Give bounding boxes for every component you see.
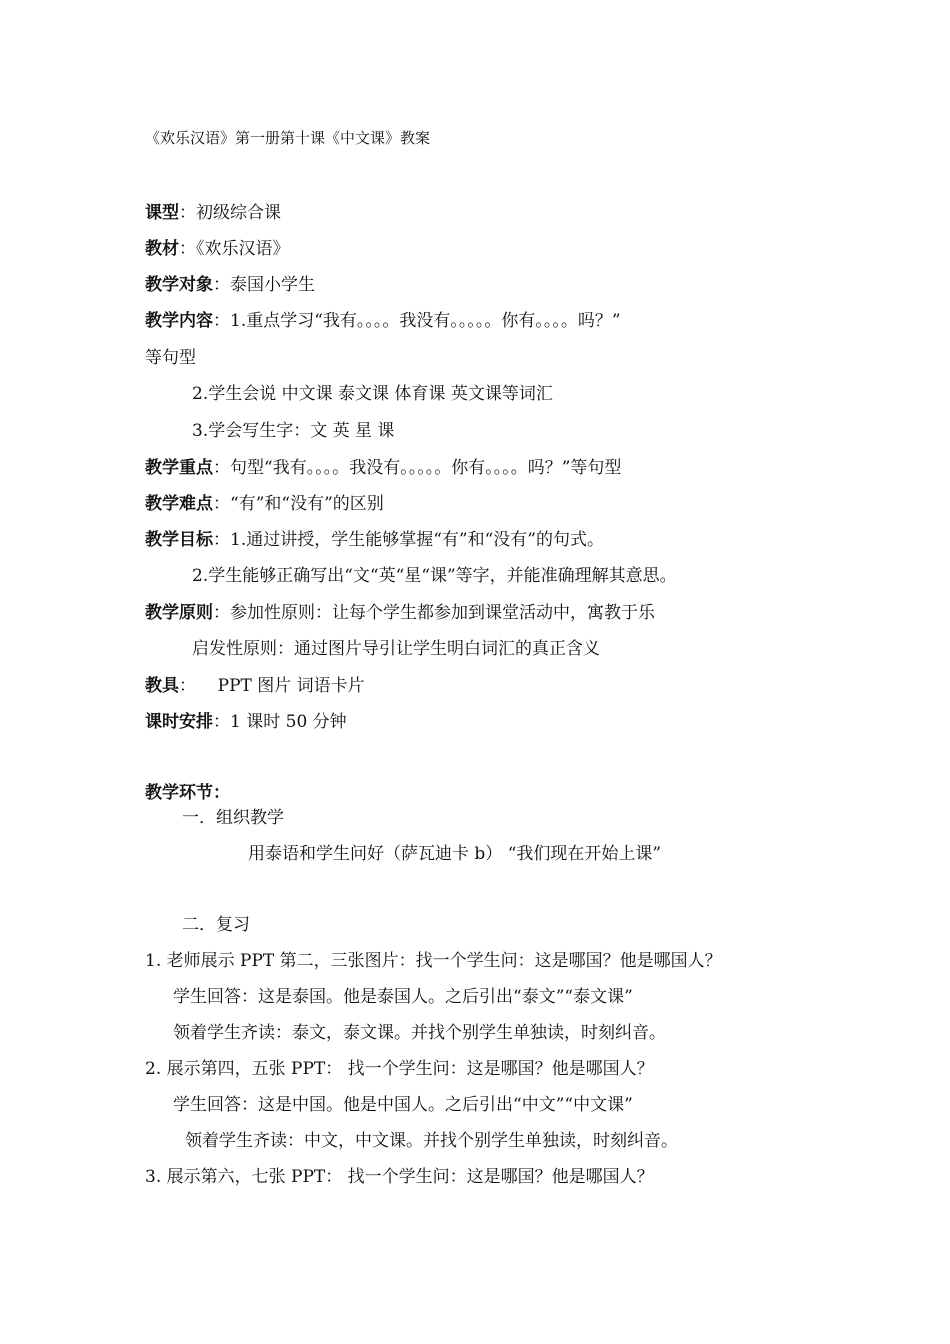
colon: ：: [179, 676, 218, 696]
section-2-paragraph-1-answer: 学生回答：这是泰国。他是泰国人。之后引出“泰文”“泰文课”: [173, 987, 633, 1007]
principles-row: [145, 601, 655, 625]
content-label: 教学内容: [145, 311, 213, 331]
steps-heading: 教学环节：: [145, 783, 230, 803]
colon: ：: [213, 712, 230, 732]
section-2-paragraph-2-answer: 学生回答：这是中国。他是中国人。之后引出“中文”“中文课”: [173, 1095, 633, 1115]
schedule-label: 课时安排: [145, 712, 213, 732]
schedule-row: [145, 710, 347, 734]
course-type-value: 初级综合课: [196, 203, 281, 223]
material-label: 教材: [145, 239, 179, 259]
material-row: [145, 237, 290, 261]
course-type-label: 课型: [145, 203, 179, 223]
course-type-row: [145, 201, 281, 225]
section-2-paragraph-2-read: 领着学生齐读：中文，中文课。并找个别学生单独读，时刻纠音。: [185, 1131, 678, 1151]
audience-value: 泰国小学生: [230, 275, 315, 295]
colon: ：: [213, 530, 230, 550]
difficulty-row: [145, 492, 384, 516]
colon: ：: [213, 603, 230, 623]
goals-label: 教学目标: [145, 530, 213, 550]
content-item-1-continued: 等句型: [145, 348, 196, 368]
schedule-value: 1 课时 50 分钟: [230, 712, 347, 732]
difficulty-label: 教学难点: [145, 494, 213, 514]
difficulty-value: “有”和“没有”的区别: [230, 494, 384, 514]
tools-row: [145, 674, 365, 698]
key-points-value: 句型“我有。。。。我没有。。。。。你有。。。。吗？”等句型: [230, 458, 622, 478]
tools-value: PPT 图片 词语卡片: [217, 676, 365, 696]
content-item-2: 2.学生会说 中文课 泰文课 体育课 英文课等词汇: [192, 384, 553, 404]
section-2-paragraph-2: 2. 展示第四，五张 PPT： 找一个学生问：这是哪国？他是哪国人？: [145, 1059, 654, 1079]
goals-item-1: 1.通过讲授，学生能够掌握“有”和“没有”的句式。: [230, 530, 604, 550]
tools-label: 教具: [145, 676, 179, 696]
section-2-paragraph-3: 3. 展示第六，七张 PPT： 找一个学生问：这是哪国？他是哪国人？: [145, 1167, 654, 1187]
section-2-paragraph-1: 1. 老师展示 PPT 第二，三张图片：找一个学生问：这是哪国？他是哪国人？: [145, 951, 722, 971]
content-item-3: 3.学会写生字：文 英 星 课: [192, 421, 395, 441]
key-points-label: 教学重点: [145, 458, 213, 478]
principles-label: 教学原则: [145, 603, 213, 623]
material-value: 《欢乐汉语》: [196, 239, 290, 259]
content-row: [145, 309, 621, 333]
audience-row: [145, 273, 315, 297]
section-1-greeting: 用泰语和学生问好（萨瓦迪卡 b） “我们现在开始上课”: [248, 844, 662, 864]
principles-item-2: 启发性原则：通过图片导引让学生明白词汇的真正含义: [192, 639, 600, 659]
colon: ：: [179, 239, 196, 259]
colon: ：: [213, 494, 230, 514]
document-title: 《欢乐汉语》第一册第十课《中文课》教案: [145, 129, 431, 147]
principles-item-1: 参加性原则：让每个学生都参加到课堂活动中，寓教于乐: [230, 603, 655, 623]
colon: ：: [213, 275, 230, 295]
goals-row: [145, 528, 604, 552]
section-2-title: 二．复习: [182, 915, 250, 935]
audience-label: 教学对象: [145, 275, 213, 295]
colon: ：: [179, 203, 196, 223]
colon: ：: [213, 311, 230, 331]
content-item-1: 1.重点学习“我有。。。。我没有。。。。。你有。。。。吗？”: [230, 311, 621, 331]
section-1-title: 一．组织教学: [182, 808, 284, 828]
section-2-paragraph-1-read: 领着学生齐读：泰文，泰文课。并找个别学生单独读，时刻纠音。: [173, 1023, 666, 1043]
key-points-row: [145, 456, 621, 480]
colon: ：: [213, 458, 230, 478]
goals-item-2: 2.学生能够正确写出“文“英“星“课”等字，并能准确理解其意思。: [192, 566, 677, 586]
